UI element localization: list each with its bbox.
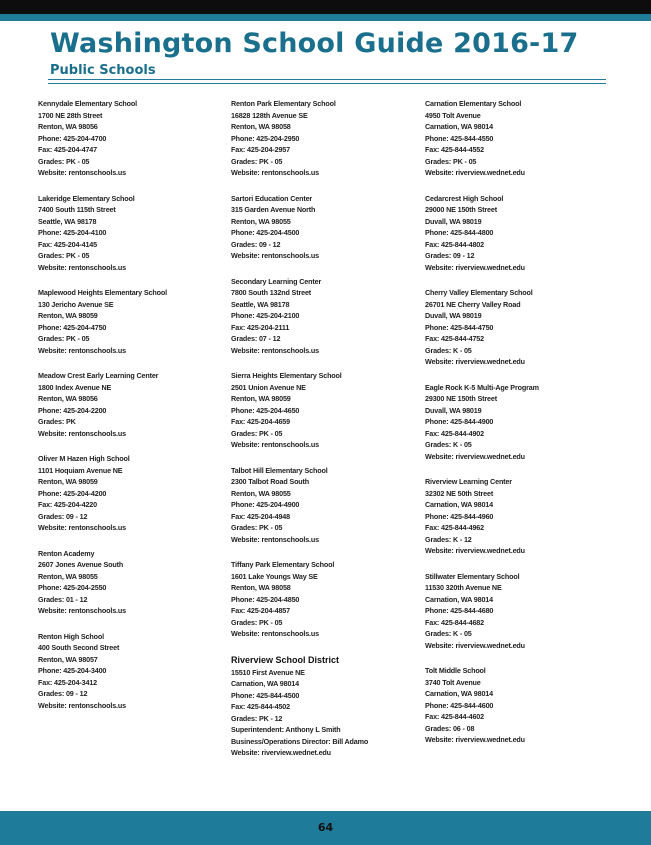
school-detail-line: Phone: 425-204-4200 <box>38 488 107 498</box>
school-detail-line: Website: riverview.wednet.edu <box>425 357 525 366</box>
school-detail-line: Duvall, WA 98019 <box>425 311 482 320</box>
school-detail-line: 32302 NE 50th Street <box>425 488 494 498</box>
school-detail-line: Website: rentonschools.us <box>38 700 126 710</box>
school-detail-line: Renton, WA 98056 <box>38 394 98 403</box>
school-detail-line: Website: riverview.wednet.edu <box>425 546 525 555</box>
school-name: Eagle Rock K-5 Multi-Age Program <box>425 382 539 392</box>
page-title: Washington School Guide 2016-17 <box>50 28 579 59</box>
school-detail-line: Renton, WA 98055 <box>231 216 291 226</box>
school-name: Carnation Elementary School <box>425 99 522 108</box>
school-detail-line: Phone: 425-204-3400 <box>38 666 107 675</box>
school-entry <box>38 453 223 534</box>
school-entry <box>425 287 610 368</box>
school-detail-line: Website: riverview.wednet.edu <box>425 451 525 461</box>
school-detail-line: 400 South Second Street <box>38 643 120 652</box>
school-detail-line: Fax: 425-204-4145 <box>38 239 97 249</box>
school-entry <box>38 98 223 179</box>
school-detail-line: Website: rentonschools.us <box>231 345 319 355</box>
school-detail-line: Seattle, WA 98178 <box>38 216 97 226</box>
school-name: Maplewood Heights Elementary School <box>38 288 167 297</box>
school-detail-line: Phone: 425-844-4900 <box>425 417 494 426</box>
school-entry <box>38 548 223 617</box>
school-entry <box>425 193 610 274</box>
school-detail-line: Website: rentonschools.us <box>38 428 126 438</box>
school-name: Cedarcrest High School <box>425 193 504 203</box>
header-divider <box>48 79 606 80</box>
school-detail-line: Renton, WA 98059 <box>38 477 98 486</box>
school-name: Renton Academy <box>38 548 95 558</box>
school-detail-line: Fax: 425-204-4659 <box>231 417 290 426</box>
school-detail-line: 130 Jericho Avenue SE <box>38 299 114 309</box>
school-detail-line: Phone: 425-204-2100 <box>231 311 300 320</box>
school-detail-line: Website: riverview.wednet.edu <box>425 168 525 177</box>
school-detail-line: Carnation, WA 98014 <box>425 500 493 509</box>
school-detail-line: 7800 South 132nd Street <box>231 288 312 297</box>
school-detail-line: Phone: 425-204-2950 <box>231 133 300 143</box>
district-detail-line: 15510 First Avenue NE <box>231 667 305 677</box>
school-detail-line: Grades: 09 - 12 <box>231 239 281 249</box>
school-detail-line: 1800 Index Avenue NE <box>38 382 112 392</box>
school-detail-line: 26701 NE Cherry Valley Road <box>425 299 521 309</box>
school-detail-line: Grades: PK <box>38 417 76 426</box>
school-detail-line: Grades: PK - 05 <box>38 251 90 260</box>
school-detail-line: Fax: 425-844-4602 <box>425 712 484 721</box>
school-detail-line: Fax: 425-204-2957 <box>231 145 290 154</box>
school-detail-line: Website: rentonschools.us <box>231 440 319 449</box>
column-3 <box>425 98 610 760</box>
district-detail-line: Carnation, WA 98014 <box>231 679 299 688</box>
school-name: Tiffany Park Elementary School <box>231 560 335 569</box>
school-detail-line: Phone: 425-204-4650 <box>231 405 300 415</box>
school-detail-line: Fax: 425-204-4948 <box>231 511 290 521</box>
school-detail-line: 2501 Union Avenue NE <box>231 382 306 392</box>
school-name: Lakeridge Elementary School <box>38 193 135 203</box>
school-detail-line: Fax: 425-844-4682 <box>425 617 484 627</box>
school-detail-line: Website: rentonschools.us <box>38 262 126 272</box>
school-detail-line: Duvall, WA 98019 <box>425 216 482 226</box>
school-detail-line: 29300 NE 150th Street <box>425 394 497 403</box>
school-entry <box>231 559 416 640</box>
school-name: Oliver M Hazen High School <box>38 454 130 463</box>
school-name: Meadow Crest Early Learning Center <box>38 371 159 380</box>
school-detail-line: Website: riverview.wednet.edu <box>425 735 525 744</box>
school-name: Talbot Hill Elementary School <box>231 465 328 475</box>
school-detail-line: Website: rentonschools.us <box>38 523 126 532</box>
school-detail-line: Phone: 425-204-2550 <box>38 583 107 592</box>
school-detail-line: 3740 Tolt Avenue <box>425 677 481 687</box>
school-detail-line: Phone: 425-204-4850 <box>231 594 300 604</box>
school-detail-line: Renton, WA 98055 <box>231 488 291 498</box>
school-detail-line: Duvall, WA 98019 <box>425 405 482 415</box>
school-detail-line: 4950 Tolt Avenue <box>425 110 481 120</box>
school-detail-line: Fax: 425-844-4962 <box>425 523 484 532</box>
school-detail-line: Grades: PK - 05 <box>38 156 90 166</box>
school-entry <box>231 276 416 357</box>
school-detail-line: Grades: PK - 05 <box>231 428 283 438</box>
school-entry <box>231 465 416 546</box>
school-entry <box>38 370 223 439</box>
school-detail-line: Renton, WA 98057 <box>38 654 98 664</box>
school-detail-line: Phone: 425-204-4100 <box>38 228 107 237</box>
district-name: Riverview School District <box>231 654 340 665</box>
page-number: 64 <box>317 821 334 834</box>
school-detail-line: 315 Garden Avenue North <box>231 205 316 214</box>
school-name: Renton High School <box>38 631 104 641</box>
district-detail-line: Superintendent: Anthony L Smith <box>231 725 341 734</box>
school-detail-line: Fax: 425-204-4220 <box>38 500 97 509</box>
school-detail-line: Phone: 425-844-4680 <box>425 606 494 615</box>
school-detail-line: Grades: 07 - 12 <box>231 334 281 343</box>
school-detail-line: Renton, WA 98055 <box>38 571 98 581</box>
school-detail-line: 1700 NE 28th Street <box>38 110 103 120</box>
school-entry <box>38 193 223 274</box>
top-accent-bar <box>0 14 651 21</box>
school-entry <box>231 193 416 262</box>
school-detail-line: Renton, WA 98058 <box>231 122 291 131</box>
school-detail-line: Fax: 425-844-4902 <box>425 428 484 438</box>
section-subtitle: Public Schools <box>50 63 156 78</box>
school-detail-line: Website: rentonschools.us <box>38 168 126 177</box>
school-detail-line: Website: rentonschools.us <box>231 629 319 638</box>
school-detail-line: Fax: 425-204-2111 <box>231 322 290 332</box>
school-detail-line: Renton, WA 98058 <box>231 583 291 592</box>
school-detail-line: Fax: 425-204-3412 <box>38 677 97 687</box>
school-entry <box>231 370 416 451</box>
district-detail-line: Business/Operations Director: Bill Adamo <box>231 736 369 746</box>
school-detail-line: Phone: 425-844-4750 <box>425 322 494 332</box>
school-detail-line: Grades: 09 - 12 <box>425 251 475 260</box>
district-detail-line: Website: riverview.wednet.edu <box>231 748 331 757</box>
district-entry <box>231 654 416 759</box>
school-entry <box>425 382 610 463</box>
school-detail-line: Grades: K - 05 <box>425 345 472 355</box>
school-detail-line: Grades: PK - 05 <box>38 334 90 343</box>
school-detail-line: Carnation, WA 98014 <box>425 594 493 604</box>
school-detail-line: Website: rentonschools.us <box>231 251 319 260</box>
school-detail-line: Website: rentonschools.us <box>38 345 126 355</box>
school-detail-line: Grades: K - 12 <box>425 534 472 544</box>
school-entry <box>425 571 610 652</box>
school-detail-line: 16828 128th Avenue SE <box>231 110 308 120</box>
school-detail-line: 7400 South 115th Street <box>38 205 116 214</box>
school-detail-line: 1101 Hoquiam Avenue NE <box>38 465 123 475</box>
school-detail-line: Renton, WA 98056 <box>38 122 98 131</box>
school-name: Sierra Heights Elementary School <box>231 371 342 380</box>
school-detail-line: 2300 Talbot Road South <box>231 477 310 486</box>
school-name: Secondary Learning Center <box>231 276 322 286</box>
school-detail-line: Carnation, WA 98014 <box>425 689 493 698</box>
school-entry <box>425 476 610 557</box>
school-detail-line: Grades: K - 05 <box>425 629 472 638</box>
school-detail-line: Grades: 09 - 12 <box>38 689 88 698</box>
school-detail-line: Fax: 425-844-4552 <box>425 145 484 154</box>
school-detail-line: Carnation, WA 98014 <box>425 122 493 131</box>
school-detail-line: Phone: 425-844-4600 <box>425 700 494 710</box>
school-detail-line: 1601 Lake Youngs Way SE <box>231 571 318 581</box>
school-detail-line: Phone: 425-204-4750 <box>38 322 107 332</box>
school-detail-line: Phone: 425-204-4900 <box>231 500 300 509</box>
district-detail-line: Phone: 425-844-4500 <box>231 690 300 700</box>
school-detail-line: Website: riverview.wednet.edu <box>425 262 525 272</box>
school-name: Renton Park Elementary School <box>231 99 336 108</box>
school-entry <box>425 98 610 179</box>
school-detail-line: Website: rentonschools.us <box>231 534 319 544</box>
school-detail-line: Fax: 425-844-4802 <box>425 239 484 249</box>
school-detail-line: Website: riverview.wednet.edu <box>425 640 525 650</box>
school-detail-line: Grades: K - 05 <box>425 440 472 449</box>
school-detail-line: Seattle, WA 98178 <box>231 299 290 309</box>
school-name: Riverview Learning Center <box>425 477 512 486</box>
school-name: Stillwater Elementary School <box>425 571 520 581</box>
school-name: Tolt Middle School <box>425 666 486 675</box>
school-detail-line: Phone: 425-844-4800 <box>425 228 494 237</box>
school-entry <box>38 631 223 712</box>
school-detail-line: Grades: PK - 05 <box>231 523 283 532</box>
school-detail-line: 29000 NE 150th Street <box>425 205 497 214</box>
school-entry <box>231 98 416 179</box>
school-detail-line: Renton, WA 98059 <box>231 394 291 403</box>
column-2 <box>231 98 416 773</box>
column-1 <box>38 98 223 725</box>
school-detail-line: Phone: 425-844-4960 <box>425 511 494 521</box>
school-entry <box>38 287 223 356</box>
school-name: Kennydale Elementary School <box>38 99 138 108</box>
district-detail-line: Grades: PK - 12 <box>231 713 283 723</box>
school-name: Sartori Education Center <box>231 193 313 203</box>
school-detail-line: Website: rentonschools.us <box>38 606 126 615</box>
school-detail-line: Fax: 425-204-4747 <box>38 145 97 154</box>
school-detail-line: Website: rentonschools.us <box>231 168 319 177</box>
school-detail-line: Phone: 425-204-4500 <box>231 228 300 237</box>
school-detail-line: Grades: PK - 05 <box>425 156 477 166</box>
footer-bar <box>0 811 651 845</box>
school-detail-line: Renton, WA 98059 <box>38 311 98 320</box>
school-detail-line: Fax: 425-204-4857 <box>231 606 290 615</box>
school-detail-line: Fax: 425-844-4752 <box>425 334 484 343</box>
top-bar <box>0 0 651 14</box>
school-detail-line: Grades: 06 - 08 <box>425 723 475 733</box>
school-name: Cherry Valley Elementary School <box>425 288 533 297</box>
district-detail-line: Fax: 425-844-4502 <box>231 702 290 711</box>
school-detail-line: Grades: 09 - 12 <box>38 511 88 521</box>
school-detail-line: Grades: PK - 05 <box>231 617 283 627</box>
school-entry <box>425 665 610 746</box>
school-detail-line: Phone: 425-204-4700 <box>38 133 107 143</box>
school-detail-line: Grades: PK - 05 <box>231 156 283 166</box>
header-divider-thin <box>48 83 606 84</box>
school-detail-line: 11530 320th Avenue NE <box>425 583 502 592</box>
school-detail-line: Phone: 425-844-4550 <box>425 133 494 143</box>
school-detail-line: Phone: 425-204-2200 <box>38 405 107 415</box>
school-detail-line: 2607 Jones Avenue South <box>38 560 124 569</box>
school-detail-line: Grades: 01 - 12 <box>38 594 88 604</box>
